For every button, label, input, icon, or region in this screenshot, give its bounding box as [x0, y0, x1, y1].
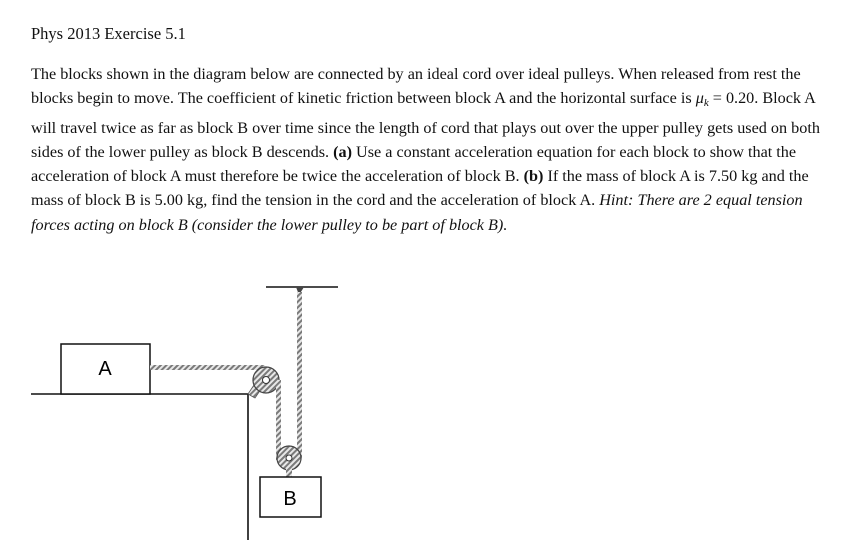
- block-a-label: A: [98, 358, 112, 380]
- hint-text: Hint: There are 2 equal tension forces acting on block B (consider the lower pulley to be part of block B).: [31, 191, 803, 234]
- block-b-label: B: [283, 488, 297, 510]
- exercise-title: Phys 2013 Exercise 5.1: [31, 24, 186, 43]
- pulley-hanger: [286, 466, 292, 478]
- problem-text-intro: The blocks shown in the diagram below are connected by an ideal cord over ideal pulleys. When released from rest the blocks begin to move. The coefficient of kinetic friction between block A and the horizontal surface is: [31, 65, 801, 108]
- mu-subscript: k: [703, 97, 709, 110]
- problem-text-friction: = 0.20. Block A will travel twice as far as block B over time since the length of cord that plays out over the upper pulley gets used on both sides of the lower pulley as block B descends.: [31, 89, 820, 161]
- upper-pulley-axle: [263, 377, 270, 384]
- problem-statement: [31, 62, 841, 237]
- part-b-label: (b): [523, 167, 544, 186]
- mu-symbol: μ: [695, 89, 704, 108]
- part-a-label: (a): [333, 142, 352, 161]
- cord-left-vertical: [276, 380, 281, 460]
- lower-pulley-axle: [286, 455, 292, 461]
- cord-horizontal: [150, 365, 265, 370]
- pulley-diagram: [0, 270, 858, 551]
- part-b-text: If the mass of block A is 7.50 kg and the mass of block B is 5.00 kg, find the tension in the cord and the acceleration of block A.: [31, 167, 809, 210]
- cord-right-vertical: [297, 292, 302, 460]
- part-a-text: Use a constant acceleration equation for each block to show that the acceleration of block A must therefore be twice the acceleration of block B.: [31, 142, 797, 186]
